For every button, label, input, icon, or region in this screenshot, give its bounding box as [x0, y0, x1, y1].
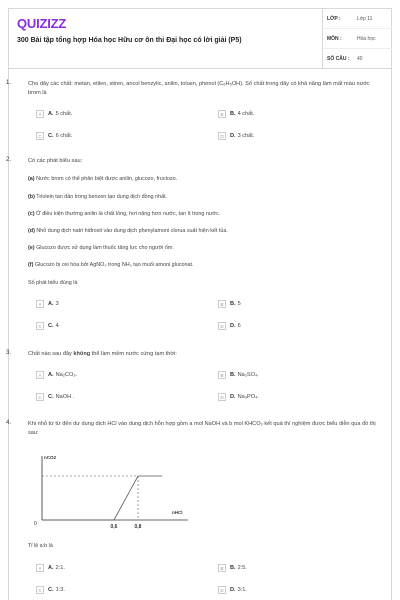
- meta-box: [322, 9, 392, 69]
- statement-f: (f) Glucozo bị oxi hóa bởi AgNO₃ trong NH₃ tạo muối amoni gluconat.: [28, 262, 194, 268]
- question-tail: Số phát biểu đúng là: [28, 280, 78, 286]
- x-tick-label: 0,8: [134, 524, 142, 530]
- question-number: 1.: [6, 80, 12, 86]
- q1-option-c[interactable]: C C. 6 chất.: [36, 132, 72, 140]
- q1-option-a[interactable]: A A. 5 chất.: [36, 110, 72, 118]
- socau-label: SỐ CÂU :: [327, 56, 350, 62]
- lop-label: LỚP :: [327, 15, 341, 22]
- header: [9, 9, 391, 69]
- q3-option-a[interactable]: A A. Na₂CO₃.: [36, 371, 77, 379]
- mon-value: Hóa học: [357, 35, 376, 42]
- q1-option-b[interactable]: B B. 4 chất.: [218, 110, 254, 118]
- question-text: Có các phát biểu sau:: [28, 158, 83, 164]
- q1-option-d[interactable]: D D. 3 chất.: [218, 132, 254, 140]
- statement-c: (c) Ở điều kiện thường anilin là chất lỏng, hơi nặng hơn nước, tan ít trong nước.: [28, 211, 221, 217]
- series-line: [42, 476, 162, 520]
- q3-option-b[interactable]: B B. Na₂SO₄.: [218, 371, 259, 379]
- question-text: Chất nào sau đây không thể làm mềm nước cứng tạm thời:: [28, 351, 177, 357]
- y-axis-label: nCO2: [44, 455, 57, 460]
- statement-a: (a) Nước brom có thể phân biệt được anilin, glucozo, fructozo.: [28, 176, 178, 182]
- q2-option-c[interactable]: C C. 4: [36, 322, 59, 330]
- q4-option-c[interactable]: C C. 1:3.: [36, 586, 65, 594]
- page-title: 300 Bài tập tổng hợp Hóa học Hữu cơ ôn thi Đại học có lời giải (P5): [17, 37, 242, 44]
- statement-d: (d) Nhỏ dung dịch natri hiđroxit vào dung dịch phenylamoni clorua xuất hiện kết tủa.: [28, 228, 228, 234]
- mon-label: MÔN :: [327, 35, 342, 42]
- question-text: Khi nhỏ từ từ đến dư dung dịch HCl vào dung dịch hỗn hợp gồm a mol NaOH và b mol KHCO₃ kết quả thí nghiệm được biểu diễn qua đồ thị sau:: [28, 421, 376, 436]
- statement-b: (b) Triolein tan dần trong benzen tạo dung dịch đồng nhất.: [28, 194, 168, 200]
- x-axis-label: nHCl: [172, 510, 183, 515]
- statement-e: (e) Glucozo được sử dụng làm thuốc tăng lực cho người ốm.: [28, 245, 174, 251]
- q4-option-a[interactable]: A A. 2:1.: [36, 564, 65, 572]
- q3-option-d[interactable]: D D. Na₃PO₄.: [218, 393, 259, 401]
- q4-option-d[interactable]: D D. 3:1.: [218, 586, 247, 594]
- lop-value: Lớp 11: [357, 15, 373, 22]
- question-number: 4.: [6, 420, 12, 426]
- q3-option-c[interactable]: C C. NaOH .: [36, 393, 74, 401]
- q2-option-b[interactable]: B B. 5: [218, 300, 241, 308]
- origin-label: 0: [34, 521, 37, 527]
- q2-option-a[interactable]: A A. 3: [36, 300, 59, 308]
- q2-option-d[interactable]: D D. 6: [218, 322, 241, 330]
- x-tick-label: 0,6: [110, 524, 118, 530]
- co2-chart: [28, 454, 198, 536]
- question-number: 3.: [6, 350, 12, 356]
- q4-option-b[interactable]: B B. 2:5.: [218, 564, 247, 572]
- logo: QUIZIZZ: [17, 16, 67, 31]
- question-tail: Tỉ lệ a:b là: [28, 543, 53, 549]
- question-number: 2.: [6, 157, 12, 163]
- question-text: Cho dãy các chất: metan, etilen, stiren, ancol benzylic, anilin, toluen, phenol (C₆H₅OH). Số chất trong dãy có khả năng làm mất màu nước brom là: [28, 81, 370, 96]
- socau-value: 40: [357, 56, 363, 62]
